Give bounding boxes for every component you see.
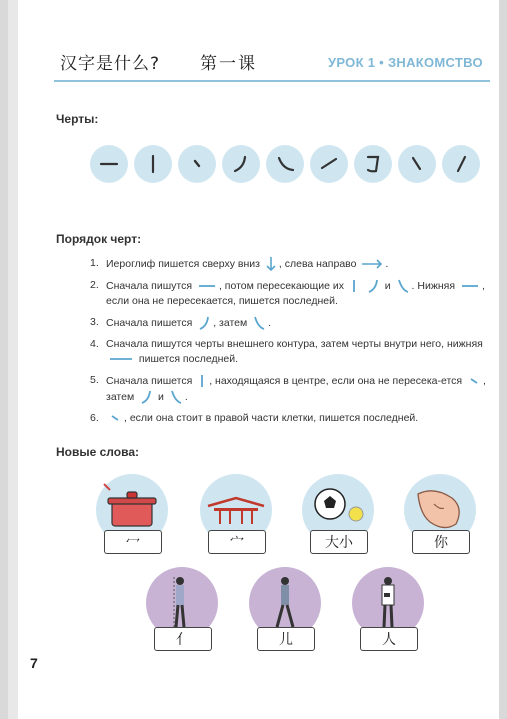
stroke-shu-icon: [197, 373, 207, 389]
word-label-daxiao: 大小: [310, 530, 368, 554]
stroke-heng-icon: [108, 355, 134, 363]
word-label-ni: 你: [412, 530, 470, 554]
stroke-dian-icon: [108, 413, 122, 423]
stroke-pie-icon: [366, 278, 380, 294]
stroke-na-icon: [266, 145, 304, 183]
rule-6: 6. , если она стоит в правой части клетки, пишется последней.: [90, 412, 419, 424]
order-heading: Порядок черт:: [56, 232, 142, 246]
stroke-pie-icon: [139, 389, 153, 405]
strokes-row: [90, 145, 480, 183]
page-number: 7: [30, 655, 38, 671]
textbook-page: [8, 0, 499, 719]
stroke-ti-icon: [310, 145, 348, 183]
stroke-na-icon: [396, 278, 410, 294]
rule-3: 3. Сначала пишется , затем .: [90, 315, 500, 331]
stroke-shupie-icon: [442, 145, 480, 183]
stroke-shu-icon: [134, 145, 172, 183]
lesson-title-cn: 第一课: [200, 54, 257, 74]
stroke-hengzhe-icon: [354, 145, 392, 183]
stroke-dian-icon: [178, 145, 216, 183]
stroke-heng-icon: [197, 282, 217, 290]
word-label-mian: 宀: [208, 530, 266, 554]
rule-1: 1. Иероглиф пишется сверху вниз , слева направо .: [90, 256, 500, 272]
stroke-piedian-icon: [398, 145, 436, 183]
stroke-shu-icon: [349, 278, 359, 294]
stroke-dian-icon: [467, 376, 481, 386]
lesson-title-ru: УРОК 1 • ЗНАКОМСТВО: [328, 55, 483, 70]
header-divider: [54, 80, 490, 82]
word-label-ren-radical: 亻: [154, 627, 212, 651]
arrow-down-icon: [265, 256, 277, 272]
rule-2: 2. Сначала пишутся , потом пересекающие их и . Нижняя , если она не пересекается, пишется последней.: [90, 279, 485, 307]
words-heading: Новые слова:: [56, 445, 139, 459]
stroke-order-rules: [90, 256, 500, 432]
stroke-na-icon: [252, 315, 266, 331]
page-gutter: [8, 0, 18, 719]
stroke-pie-icon: [197, 315, 211, 331]
chinese-title: 汉字是什么?: [60, 54, 161, 74]
rule-5: 5. Сначала пишется , находящаяся в центре, если она не пересека-ется , затем и .: [90, 373, 500, 405]
stroke-heng-icon: [460, 282, 480, 290]
word-label-ren: 人: [360, 627, 418, 651]
arrow-right-icon: [361, 259, 383, 269]
strokes-heading: Черты:: [56, 112, 99, 126]
stroke-pie-icon: [222, 145, 260, 183]
word-label-mi: 冖: [104, 530, 162, 554]
stroke-na-icon: [169, 389, 183, 405]
word-label-er: 儿: [257, 627, 315, 651]
stroke-heng-icon: [90, 145, 128, 183]
rule-4: 4. Сначала пишутся черты внешнего контура, затем черты внутри него, нижняя пишется последней.: [90, 338, 483, 365]
